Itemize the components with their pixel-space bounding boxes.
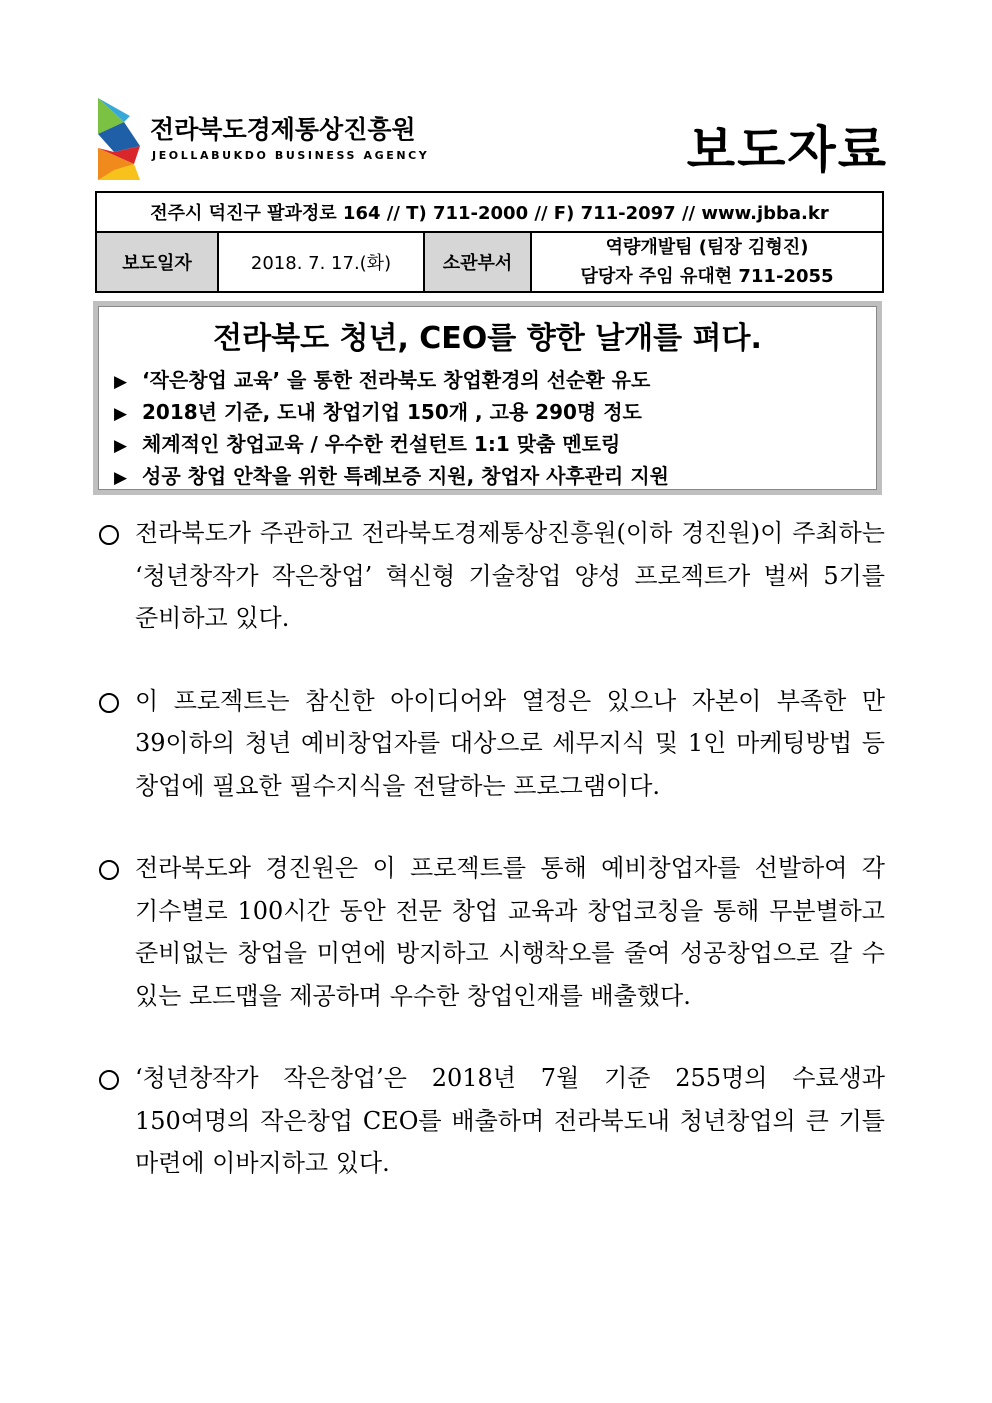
release-date-label: 보도일자 bbox=[96, 232, 218, 292]
bullet-arrow-icon: ▶ bbox=[114, 404, 128, 424]
document-type-title: 보도자료 bbox=[686, 121, 888, 179]
circle-bullet-icon bbox=[99, 860, 119, 880]
press-info-table bbox=[95, 191, 884, 293]
org-emblem-icon bbox=[94, 96, 146, 182]
list-item: ▶ ‘작은창업 교육’ 을 통한 전라북도 창업환경의 선순환 유도 bbox=[114, 364, 669, 396]
body-paragraph: 전라북도가 주관하고 전라북도경제통상진흥원(이하 경진원)이 주최하는 ‘청년창작가 작은창업’ 혁신형 기술창업 양성 프로젝트가 벌써 5기를 준비하고 있다. bbox=[95, 512, 885, 640]
bullet-arrow-icon: ▶ bbox=[114, 468, 128, 488]
headline-title: 전라북도 청년, CEO를 향한 날개를 펴다. bbox=[213, 321, 762, 356]
body-paragraph: 이 프로젝트는 참신한 아이디어와 열정은 있으나 자본이 부족한 만 39이하의 청년 예비창업자를 대상으로 세무지식 및 1인 마케팅방법 등 창업에 필요한 필수지식을 전달하는 프로그램이다. bbox=[95, 680, 885, 808]
bullet-arrow-icon: ▶ bbox=[114, 372, 128, 392]
circle-bullet-icon bbox=[99, 525, 119, 545]
list-item: ▶ 성공 창업 안착을 위한 특례보증 지원, 창업자 사후관리 지원 bbox=[114, 460, 669, 492]
list-item: ▶ 2018년 기준, 도내 창업기업 150개 , 고용 290명 정도 bbox=[114, 396, 669, 428]
bullet-arrow-icon: ▶ bbox=[114, 436, 128, 456]
org-name-korean: 전라북도경제통상진흥원 bbox=[150, 115, 416, 144]
headline-bullets bbox=[114, 364, 669, 492]
release-date-value: 2018. 7. 17.(화) bbox=[218, 232, 424, 292]
address-line: 전주시 덕진구 팔과정로 164 // T) 711-2000 // F) 711-2097 // www.jbba.kr bbox=[96, 192, 883, 232]
article-body bbox=[95, 512, 885, 1225]
contact-person: 담당자 주임 유대현 711-2055 bbox=[580, 266, 834, 287]
body-paragraph: ‘청년창작가 작은창업’은 2018년 7월 기준 255명의 수료생과 150여명의 작은창업 CEO를 배출하며 전라북도내 청년창업의 큰 기틀 마련에 이바지하고 있다. bbox=[95, 1057, 885, 1185]
circle-bullet-icon bbox=[99, 1070, 119, 1090]
department-value: 역량개발팀 (팀장 김형진) bbox=[605, 237, 809, 258]
circle-bullet-icon bbox=[99, 693, 119, 713]
org-name-english: JEOLLABUKDO BUSINESS AGENCY bbox=[152, 149, 430, 162]
org-logo bbox=[94, 96, 430, 182]
list-item: ▶ 체계적인 창업교육 / 우수한 컨설턴트 1:1 맞춤 멘토링 bbox=[114, 428, 669, 460]
headline-box bbox=[93, 301, 882, 495]
department-label: 소관부서 bbox=[424, 232, 531, 292]
department-contact-cell bbox=[531, 232, 883, 292]
body-paragraph: 전라북도와 경진원은 이 프로젝트를 통해 예비창업자를 선발하여 각 기수별로 100시간 동안 전문 창업 교육과 창업코칭을 통해 무분별하고 준비없는 창업을 미연에 방지하고 시행착오를 줄여 성공창업으로 갈 수 있는 로드맵을 제공하며 우수한 창업인재를 배출했다. bbox=[95, 847, 885, 1017]
